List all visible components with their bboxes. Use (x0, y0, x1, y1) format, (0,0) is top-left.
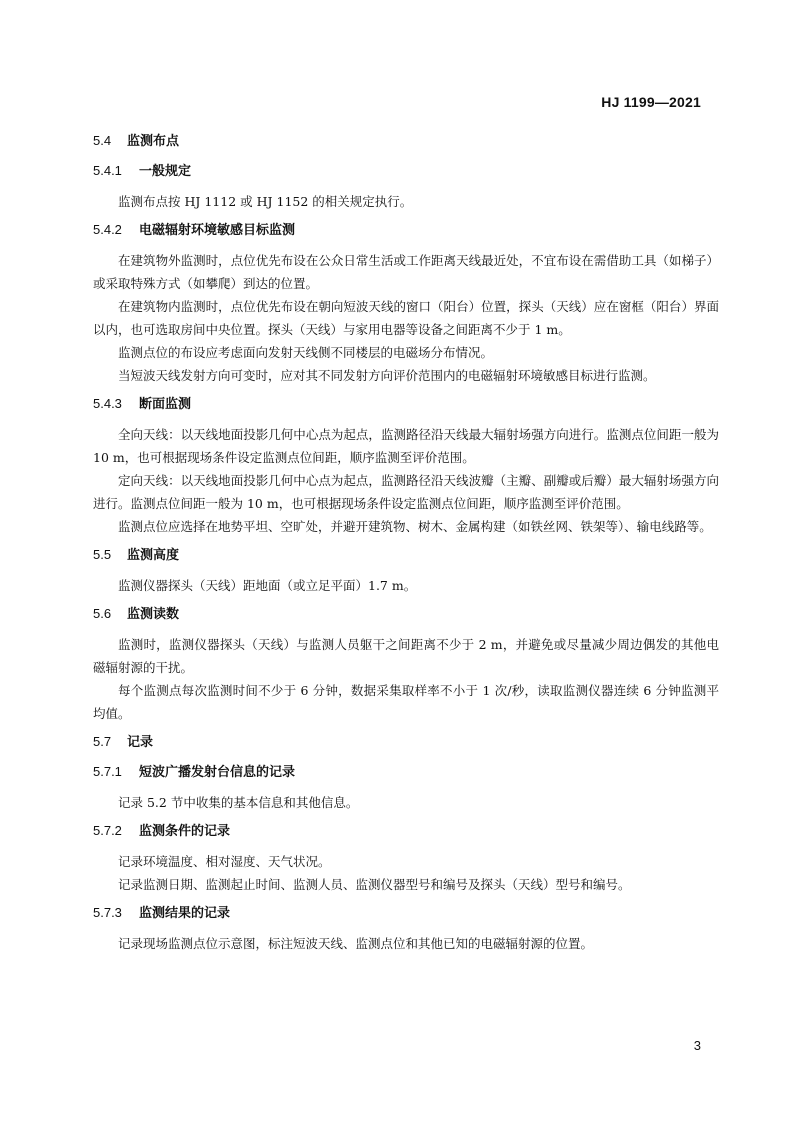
document-body (93, 128, 719, 959)
section-heading (93, 542, 719, 568)
paragraph: 记录监测日期、监测起止时间、监测人员、监测仪器型号和编号及探头（天线）型号和编号。 (118, 877, 631, 892)
section-s55 (93, 542, 719, 601)
paragraph: 在建筑物外监测时，点位优先布设在公众日常生活或工作距离天线最近处，不宜布设在需借助工具（如梯子）或采取特殊方式（如攀爬）到达的位置。 (93, 253, 719, 291)
section-heading (93, 900, 719, 926)
section-s542 (93, 217, 719, 391)
section-s572 (93, 818, 719, 900)
section-number: 5.7 (93, 734, 112, 749)
section-s541 (93, 158, 719, 217)
section-title: 监测布点 (127, 133, 180, 148)
page-number: 3 (693, 1038, 701, 1053)
paragraph: 监测点位应选择在地势平坦、空旷处，并避开建筑物、树木、金属构建（如铁丝网、铁架等）、输电线路等。 (118, 519, 712, 534)
section-heading (93, 818, 719, 844)
section-heading (93, 128, 719, 154)
paragraph: 在建筑物内监测时，点位优先布设在朝向短波天线的窗口（阳台）位置，探头（天线）应在窗框（阳台）界面以内，也可选取房间中央位置。探头（天线）与家用电器等设备之间距离不少于 1 m。 (93, 299, 719, 337)
section-title: 短波广播发射台信息的记录 (139, 764, 296, 779)
section-title: 记录 (127, 734, 154, 749)
section-number: 5.4.1 (93, 163, 122, 178)
section-s573 (93, 900, 719, 959)
section-title: 监测高度 (127, 547, 180, 562)
section-s57 (93, 729, 719, 759)
paragraph: 监测仪器探头（天线）距地面（或立足平面）1.7 m。 (118, 578, 417, 593)
section-number: 5.7.2 (93, 823, 122, 838)
paragraph: 每个监测点每次监测时间不少于 6 分钟，数据采集取样率不小于 1 次/秒，读取监测仪器连续 6 分钟监测平均值。 (93, 683, 719, 721)
section-heading (93, 391, 719, 417)
section-title: 一般规定 (139, 163, 192, 178)
paragraph: 监测时，监测仪器探头（天线）与监测人员躯干之间距离不少于 2 m，并避免或尽量减少周边偶发的其他电磁辐射源的干扰。 (93, 637, 719, 675)
paragraph: 监测点位的布设应考虑面向发射天线侧不同楼层的电磁场分布情况。 (118, 345, 494, 360)
paragraph: 记录环境温度、相对湿度、天气状况。 (118, 854, 331, 869)
paragraph: 当短波天线发射方向可变时，应对其不同发射方向评价范围内的电磁辐射环境敏感目标进行监测。 (118, 368, 656, 383)
paragraph: 监测布点按 HJ 1112 或 HJ 1152 的相关规定执行。 (118, 194, 413, 209)
section-title: 监测结果的记录 (139, 905, 231, 920)
section-title: 监测读数 (127, 606, 180, 621)
section-number: 5.4 (93, 133, 112, 148)
paragraph: 记录 5.2 节中收集的基本信息和其他信息。 (118, 795, 359, 810)
section-heading (93, 729, 719, 755)
section-s543 (93, 391, 719, 542)
section-s54 (93, 128, 719, 158)
section-heading (93, 759, 719, 785)
section-number: 5.4.3 (93, 396, 122, 411)
section-number: 5.7.1 (93, 764, 122, 779)
section-title: 监测条件的记录 (139, 823, 231, 838)
section-heading (93, 601, 719, 627)
section-s571 (93, 759, 719, 818)
section-heading (93, 158, 719, 184)
document-code: HJ 1199—2021 (601, 94, 701, 110)
section-s56 (93, 601, 719, 729)
section-number: 5.5 (93, 547, 112, 562)
section-title: 电磁辐射环境敏感目标监测 (139, 222, 296, 237)
section-number: 5.7.3 (93, 905, 122, 920)
section-number: 5.6 (93, 606, 112, 621)
paragraph: 全向天线：以天线地面投影几何中心点为起点，监测路径沿天线最大辐射场强方向进行。监测点位间距一般为 10 m，也可根据现场条件设定监测点位间距，顺序监测至评价范围。 (93, 427, 719, 465)
paragraph: 记录现场监测点位示意图，标注短波天线、监测点位和其他已知的电磁辐射源的位置。 (118, 936, 594, 951)
section-number: 5.4.2 (93, 222, 122, 237)
paragraph: 定向天线：以天线地面投影几何中心点为起点，监测路径沿天线波瓣（主瓣、副瓣或后瓣）最大辐射场强方向进行。监测点位间距一般为 10 m，也可根据现场条件设定监测点位间距，顺序监测至评价范围。 (93, 473, 719, 511)
section-title: 断面监测 (139, 396, 192, 411)
section-heading (93, 217, 719, 243)
